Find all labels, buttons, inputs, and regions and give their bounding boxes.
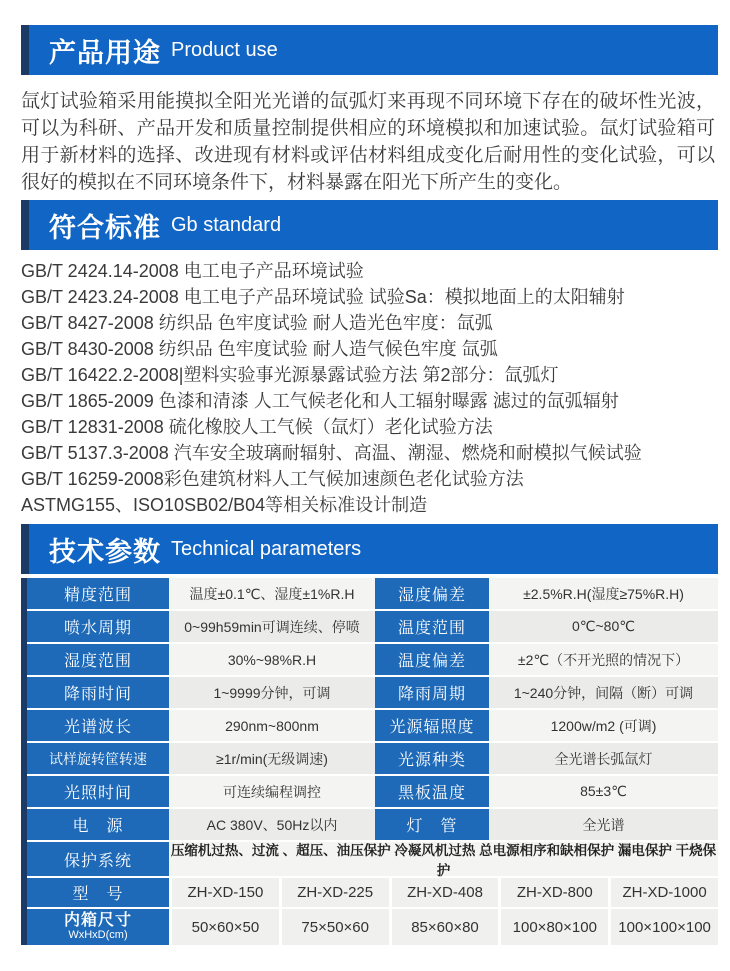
param-label: 温度偏差	[375, 644, 489, 675]
section-title-zh: 符合标准	[49, 212, 161, 243]
param-value: 290nm~800nm	[169, 710, 375, 741]
param-label: 精度范围	[27, 578, 169, 609]
section-title-zh: 产品用途	[49, 37, 161, 68]
standard-item: GB/T 16422.2-2008|塑料实验事光源暴露试验方法 第2部分：氙弧灯	[21, 365, 559, 385]
param-label: 温度范围	[375, 611, 489, 642]
section-header-standards	[21, 200, 718, 250]
standard-item: GB/T 5137.3-2008 汽车安全玻璃耐辐射、高温、潮湿、燃烧和耐模拟气候试验	[21, 443, 642, 463]
param-label: 光源种类	[375, 743, 489, 774]
param-label	[27, 909, 169, 945]
page	[21, 25, 718, 945]
param-value: AC 380V、50Hz以内	[169, 809, 375, 840]
model-value: ZH-XD-800	[501, 878, 608, 907]
table-row	[27, 743, 718, 774]
param-label: 保护系统	[27, 842, 169, 876]
table-row-protection	[27, 842, 718, 876]
model-value: ZH-XD-150	[172, 878, 279, 907]
param-label: 喷水周期	[27, 611, 169, 642]
table-row	[27, 809, 718, 840]
dimension-value: 100×80×100	[501, 909, 608, 945]
table-row	[27, 710, 718, 741]
param-label: 湿度范围	[27, 644, 169, 675]
param-label: 型 号	[27, 878, 169, 907]
section-title-en: Gb standard	[171, 213, 282, 236]
table-row	[27, 578, 718, 609]
param-label: 光谱波长	[27, 710, 169, 741]
table-row	[27, 644, 718, 675]
param-label: 降雨时间	[27, 677, 169, 708]
standard-item: GB/T 2423.24-2008 电工电子产品环境试验 试验Sa：模拟地面上的太阳辅射	[21, 287, 625, 307]
param-value: 可连续编程调控	[169, 776, 375, 807]
section-title-en: Product use	[171, 38, 278, 61]
param-value: 0℃~80℃	[489, 611, 718, 642]
table-row	[27, 677, 718, 708]
dimension-value: 85×60×80	[392, 909, 499, 945]
parameters-table	[21, 578, 718, 945]
model-value: ZH-XD-408	[392, 878, 499, 907]
standard-item: GB/T 1865-2009 色漆和清漆 人工气候老化和人工辐射曝露 滤过的氙弧辐射	[21, 391, 619, 411]
section-title-zh: 技术参数	[49, 536, 161, 567]
param-value: 1200w/m2 (可调)	[489, 710, 718, 741]
dimensions-sublabel: WxHxD(cm)	[68, 928, 128, 941]
standard-item: GB/T 8430-2008 纺织品 色牢度试验 耐人造气候色牢度 氙弧	[21, 339, 498, 359]
param-value: ±2℃（不开光照的情况下）	[489, 644, 718, 675]
param-value: 压缩机过热、过流 、超压、油压保护 冷凝风机过热 总电源相序和缺相保护 漏电保护 干烧保护	[170, 843, 717, 878]
standard-item: GB/T 2424.14-2008 电工电子产品环境试验	[21, 261, 364, 281]
table-row-dimensions	[27, 909, 718, 945]
param-label: 降雨周期	[375, 677, 489, 708]
param-value: 1~9999分钟，可调	[169, 677, 375, 708]
standard-item: GB/T 12831-2008 硫化橡胶人工气候（氙灯）老化试验方法	[21, 417, 493, 437]
dimension-value: 50×60×50	[172, 909, 279, 945]
param-value: 0~99h59min可调连续、停喷	[169, 611, 375, 642]
param-label: 电 源	[27, 809, 169, 840]
param-value: 全光谱	[489, 809, 718, 840]
param-value: 全光谱长弧氙灯	[489, 743, 718, 774]
param-label: 湿度偏差	[375, 578, 489, 609]
table-row	[27, 611, 718, 642]
section-header-parameters	[21, 524, 718, 574]
standards-list	[21, 258, 718, 518]
param-label: 光照时间	[27, 776, 169, 807]
param-value: 30%~98%R.H	[169, 644, 375, 675]
param-label: 黑板温度	[375, 776, 489, 807]
param-value: 温度±0.1℃、湿度±1%R.H	[169, 578, 375, 609]
param-value: ≥1r/min(无级调速)	[169, 743, 375, 774]
standard-item: GB/T 16259-2008彩色建筑材料人工气候加速颜色老化试验方法	[21, 469, 524, 489]
product-use-paragraph: 氙灯试验箱采用能摸拟全阳光光谱的氙弧灯来再现不同环境下存在的破坏性光波，可以为科研、产品开发和质量控制提供相应的环境模拟和加速试验。氙灯试验箱可用于新材料的选择、改进现有材料或评估材料组成变化后耐用性的变化试验，可以很好的模拟在不同环境条件下，材料暴露在阳光下所产生的变化。	[21, 91, 715, 193]
param-value: 85±3℃	[489, 776, 718, 807]
table-row	[27, 776, 718, 807]
standard-item: ASTMG155、ISO10SB02/B04等相关标准设计制造	[21, 495, 428, 515]
section-title-en: Technical parameters	[171, 537, 362, 560]
param-label: 试样旋转筐转速	[27, 743, 169, 774]
model-value: ZH-XD-225	[282, 878, 389, 907]
dimensions-label: 内箱尺寸	[63, 911, 132, 929]
section-header-product-use	[21, 25, 718, 75]
dimension-value: 75×50×60	[282, 909, 389, 945]
param-label: 光源辐照度	[375, 710, 489, 741]
model-value: ZH-XD-1000	[611, 878, 718, 907]
param-value: ±2.5%R.H(湿度≥75%R.H)	[489, 578, 718, 609]
param-value: 1~240分钟，间隔（断）可调	[489, 677, 718, 708]
param-label: 灯 管	[375, 809, 489, 840]
standard-item: GB/T 8427-2008 纺织品 色牢度试验 耐人造光色牢度：氙弧	[21, 313, 493, 333]
dimension-value: 100×100×100	[611, 909, 718, 945]
table-row-models	[27, 878, 718, 907]
